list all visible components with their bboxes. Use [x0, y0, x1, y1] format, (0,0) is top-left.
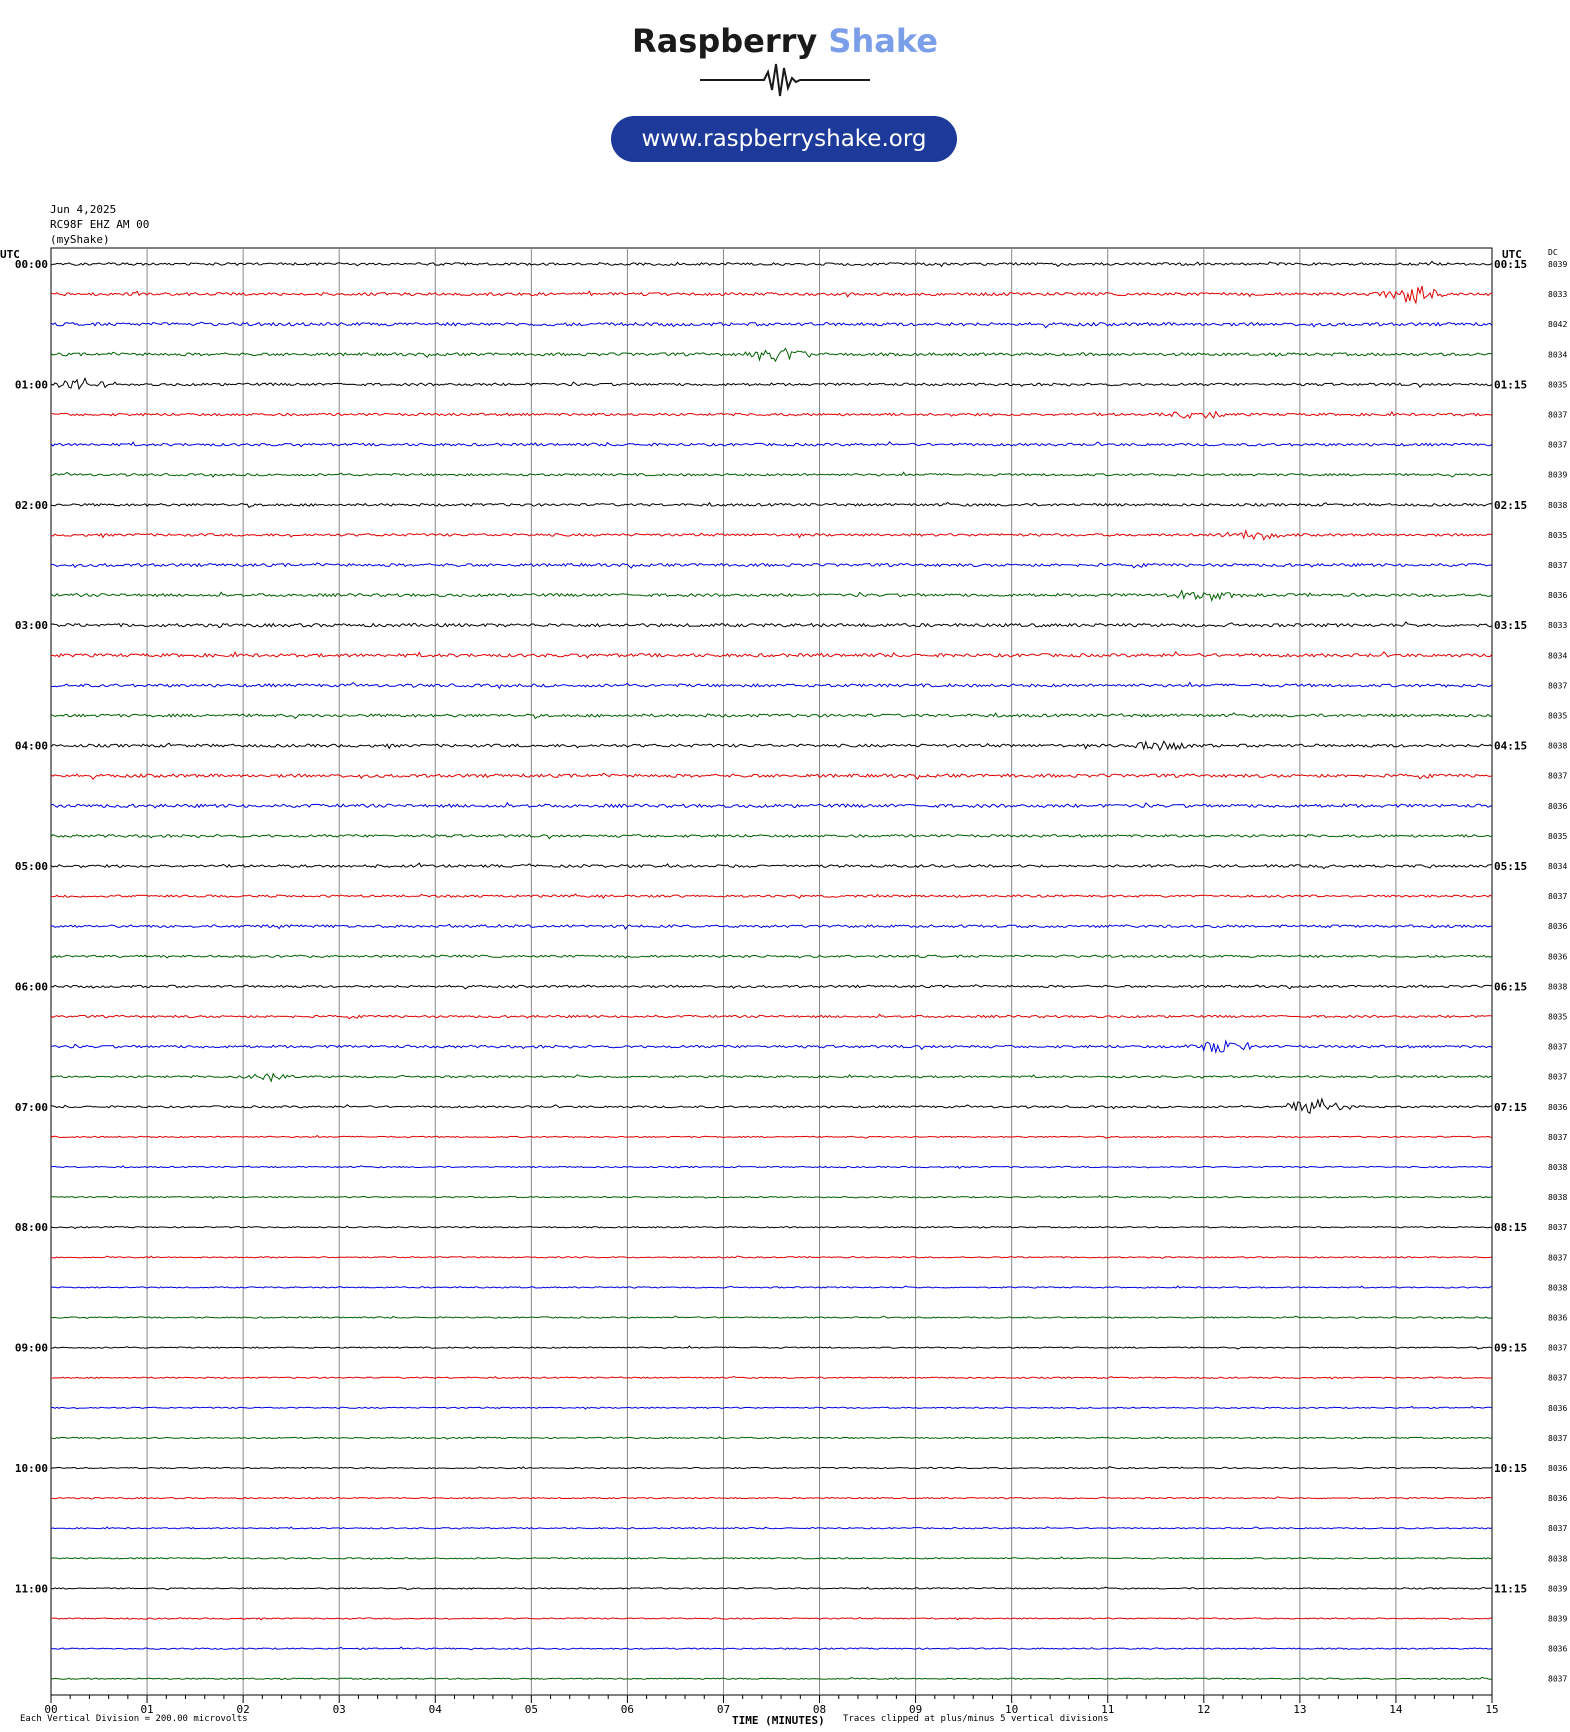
seismic-trace	[51, 1166, 1492, 1169]
x-tick-label: 02	[236, 1703, 250, 1716]
seismic-trace	[51, 1677, 1492, 1679]
dc-offset-label: 8037	[1548, 1042, 1568, 1052]
left-hour-label: 08:00	[14, 1221, 48, 1235]
right-hour-label: 11:15	[1494, 1582, 1528, 1596]
dc-offset-label: 8038	[1548, 1283, 1568, 1293]
seismic-trace	[51, 1316, 1492, 1319]
dc-offset-label: 8037	[1548, 410, 1568, 420]
dc-offset-label: 8034	[1548, 862, 1568, 871]
right-hour-label: 06:15	[1494, 980, 1528, 994]
right-hour-label: 00:15	[1494, 258, 1528, 271]
seismic-trace	[51, 955, 1492, 958]
seismic-trace	[51, 741, 1492, 750]
seismic-trace	[51, 894, 1492, 898]
seismic-trace	[51, 1256, 1492, 1258]
right-hour-label: 02:15	[1494, 498, 1528, 512]
dc-offset-label: 8036	[1548, 591, 1568, 601]
left-hour-label: 06:00	[14, 980, 48, 994]
clip-note: Traces clipped at plus/minus 5 vertical divisions	[843, 1714, 1109, 1724]
seismic-trace	[51, 348, 1492, 361]
x-tick-label: 13	[1293, 1703, 1307, 1716]
seismic-trace	[51, 1226, 1492, 1228]
dc-offset-label: 8039	[1548, 470, 1568, 480]
dc-offset-label: 8037	[1548, 561, 1568, 570]
dc-offset-label: 8035	[1548, 831, 1568, 841]
dc-offset-label: 8035	[1548, 711, 1568, 721]
right-hour-label: 05:15	[1494, 860, 1528, 873]
left-hour-label: 00:00	[14, 258, 48, 271]
dc-offset-label: 8037	[1548, 1433, 1568, 1443]
seismic-trace	[51, 1136, 1492, 1139]
brand-word-shake: Shake	[828, 22, 938, 60]
dc-offset-label: 8036	[1548, 952, 1568, 962]
plot-frame	[51, 248, 1492, 1695]
dc-offset-label: 8035	[1548, 530, 1568, 540]
dc-offset-label: 8036	[1548, 1403, 1568, 1413]
dc-offset-label: 8036	[1548, 922, 1568, 932]
station-source: (myShake)	[50, 233, 110, 246]
seismic-trace	[51, 1587, 1492, 1590]
left-hour-label: 07:00	[14, 1100, 48, 1114]
dc-offset-label: 8037	[1548, 1343, 1568, 1353]
x-tick-label: 04	[428, 1703, 442, 1716]
right-hour-label: 01:15	[1494, 378, 1528, 392]
dc-offset-label: 8038	[1548, 500, 1568, 510]
seismic-trace	[51, 261, 1492, 266]
dc-offset-label: 8037	[1548, 771, 1568, 781]
dc-offset-label: 8036	[1548, 1494, 1568, 1504]
dc-title: DC	[1548, 248, 1558, 257]
dc-offset-label: 8037	[1548, 1524, 1568, 1534]
dc-offset-label: 8037	[1548, 892, 1568, 902]
x-tick-label: 08	[812, 1703, 827, 1716]
seismic-trace	[51, 1467, 1492, 1469]
right-hour-label: 04:15	[1494, 739, 1528, 753]
dc-offset-label: 8037	[1548, 1072, 1568, 1082]
x-tick-label: 01	[140, 1703, 154, 1716]
dc-offset-label: 8037	[1548, 1674, 1568, 1684]
dc-offset-label: 8036	[1548, 1313, 1568, 1323]
seismic-trace	[51, 803, 1492, 808]
station-channel: RC98F EHZ AM 00	[50, 218, 150, 231]
dc-offset-label: 8037	[1548, 440, 1568, 450]
seismic-trace	[51, 1196, 1492, 1199]
seismic-trace	[51, 1286, 1492, 1288]
seismic-trace	[51, 1406, 1492, 1409]
x-tick-label: 15	[1485, 1703, 1499, 1716]
left-hour-label: 04:00	[14, 739, 48, 753]
x-tick-label: 14	[1389, 1703, 1403, 1716]
dc-offset-label: 8037	[1548, 1132, 1568, 1142]
dc-offset-label: 8039	[1548, 1614, 1568, 1624]
left-hour-label: 11:00	[14, 1582, 48, 1596]
x-tick-label: 10	[1005, 1703, 1019, 1716]
left-hour-label: 05:00	[14, 860, 48, 873]
seismic-trace	[51, 1074, 1492, 1082]
seismic-trace	[51, 286, 1492, 303]
seismic-trace	[51, 985, 1492, 989]
dc-offset-label: 8038	[1548, 1163, 1568, 1172]
division-note: Each Vertical Division = 200.00 microvolts	[20, 1714, 248, 1724]
seismic-trace	[51, 1647, 1492, 1650]
x-tick-label: 12	[1197, 1703, 1211, 1716]
right-hour-label: 09:15	[1494, 1341, 1528, 1355]
dc-offset-label: 8042	[1548, 320, 1568, 330]
seismic-trace	[51, 863, 1492, 868]
dc-offset-label: 8036	[1548, 1644, 1568, 1654]
seismic-trace	[51, 1557, 1492, 1560]
dc-offset-label: 8038	[1548, 1193, 1568, 1203]
dc-offset-label: 8039	[1548, 1584, 1568, 1594]
seismic-trace	[51, 1014, 1492, 1018]
left-utc-title: UTC	[0, 248, 20, 261]
dc-offset-label: 8033	[1548, 621, 1568, 631]
website-url-badge[interactable]: www.raspberryshake.org	[611, 116, 957, 162]
x-tick-label: 05	[524, 1703, 538, 1716]
dc-offset-label: 8035	[1548, 380, 1568, 390]
left-hour-label: 09:00	[14, 1341, 48, 1355]
seismic-trace	[51, 531, 1492, 540]
right-hour-label: 03:15	[1494, 619, 1528, 633]
left-hour-label: 10:00	[14, 1462, 48, 1475]
right-utc-title: UTC	[1502, 248, 1522, 261]
right-hour-label: 10:15	[1494, 1462, 1528, 1475]
dc-offset-label: 8037	[1548, 1223, 1568, 1233]
dc-offset-label: 8036	[1548, 801, 1568, 811]
left-hour-label: 03:00	[14, 619, 48, 633]
dc-offset-label: 8038	[1548, 741, 1568, 751]
dc-offset-label: 8036	[1548, 1464, 1568, 1473]
dc-offset-label: 8035	[1548, 1012, 1568, 1022]
seismic-trace	[51, 652, 1492, 658]
x-tick-label: 03	[332, 1703, 346, 1716]
seismic-trace	[51, 1099, 1492, 1114]
seismic-trace	[51, 591, 1492, 601]
dc-offset-label: 8037	[1548, 1373, 1568, 1383]
dc-offset-label: 8037	[1548, 1253, 1568, 1263]
dc-offset-label: 8037	[1548, 681, 1568, 691]
seismic-trace	[51, 1437, 1492, 1439]
seismic-trace	[51, 713, 1492, 719]
x-tick-label: 09	[908, 1703, 923, 1716]
x-tick-label: 07	[716, 1703, 731, 1716]
x-tick-label: 00	[44, 1703, 58, 1716]
seismic-trace	[51, 1346, 1492, 1349]
seismic-trace	[51, 563, 1492, 568]
seismic-trace	[51, 622, 1492, 628]
seismic-trace	[51, 682, 1492, 688]
dc-offset-label: 8039	[1548, 260, 1568, 269]
seismic-trace	[51, 835, 1492, 839]
brand-word-raspberry: Raspberry	[632, 22, 818, 60]
dc-offset-label: 8034	[1548, 651, 1568, 661]
dc-offset-label: 8036	[1548, 1102, 1568, 1112]
left-hour-label: 02:00	[14, 498, 48, 512]
seismic-trace	[51, 1041, 1492, 1052]
station-date: Jun 4,2025	[50, 203, 117, 216]
seismic-trace	[51, 412, 1492, 419]
dc-offset-label: 8034	[1548, 350, 1568, 360]
dc-offset-label: 8038	[1548, 1554, 1568, 1564]
seismic-trace	[51, 924, 1492, 929]
seismic-trace	[51, 503, 1492, 508]
seismic-trace	[51, 1618, 1492, 1620]
dc-offset-label: 8038	[1548, 982, 1568, 992]
seismic-trace	[51, 1497, 1492, 1499]
right-hour-label: 07:15	[1494, 1100, 1528, 1114]
right-hour-label: 08:15	[1494, 1221, 1528, 1235]
seismic-trace	[51, 1377, 1492, 1380]
x-tick-label: 06	[620, 1703, 635, 1716]
seismic-trace	[51, 442, 1492, 447]
seismic-trace	[51, 472, 1492, 477]
dc-offset-label: 8033	[1548, 290, 1568, 300]
seismic-trace	[51, 773, 1492, 779]
x-tick-label: 11	[1101, 1703, 1115, 1716]
x-axis-title: TIME (MINUTES)	[732, 1714, 825, 1727]
left-hour-label: 01:00	[14, 378, 48, 392]
seismic-trace	[51, 378, 1492, 389]
seismic-trace	[51, 322, 1492, 328]
seismic-trace	[51, 1527, 1492, 1529]
